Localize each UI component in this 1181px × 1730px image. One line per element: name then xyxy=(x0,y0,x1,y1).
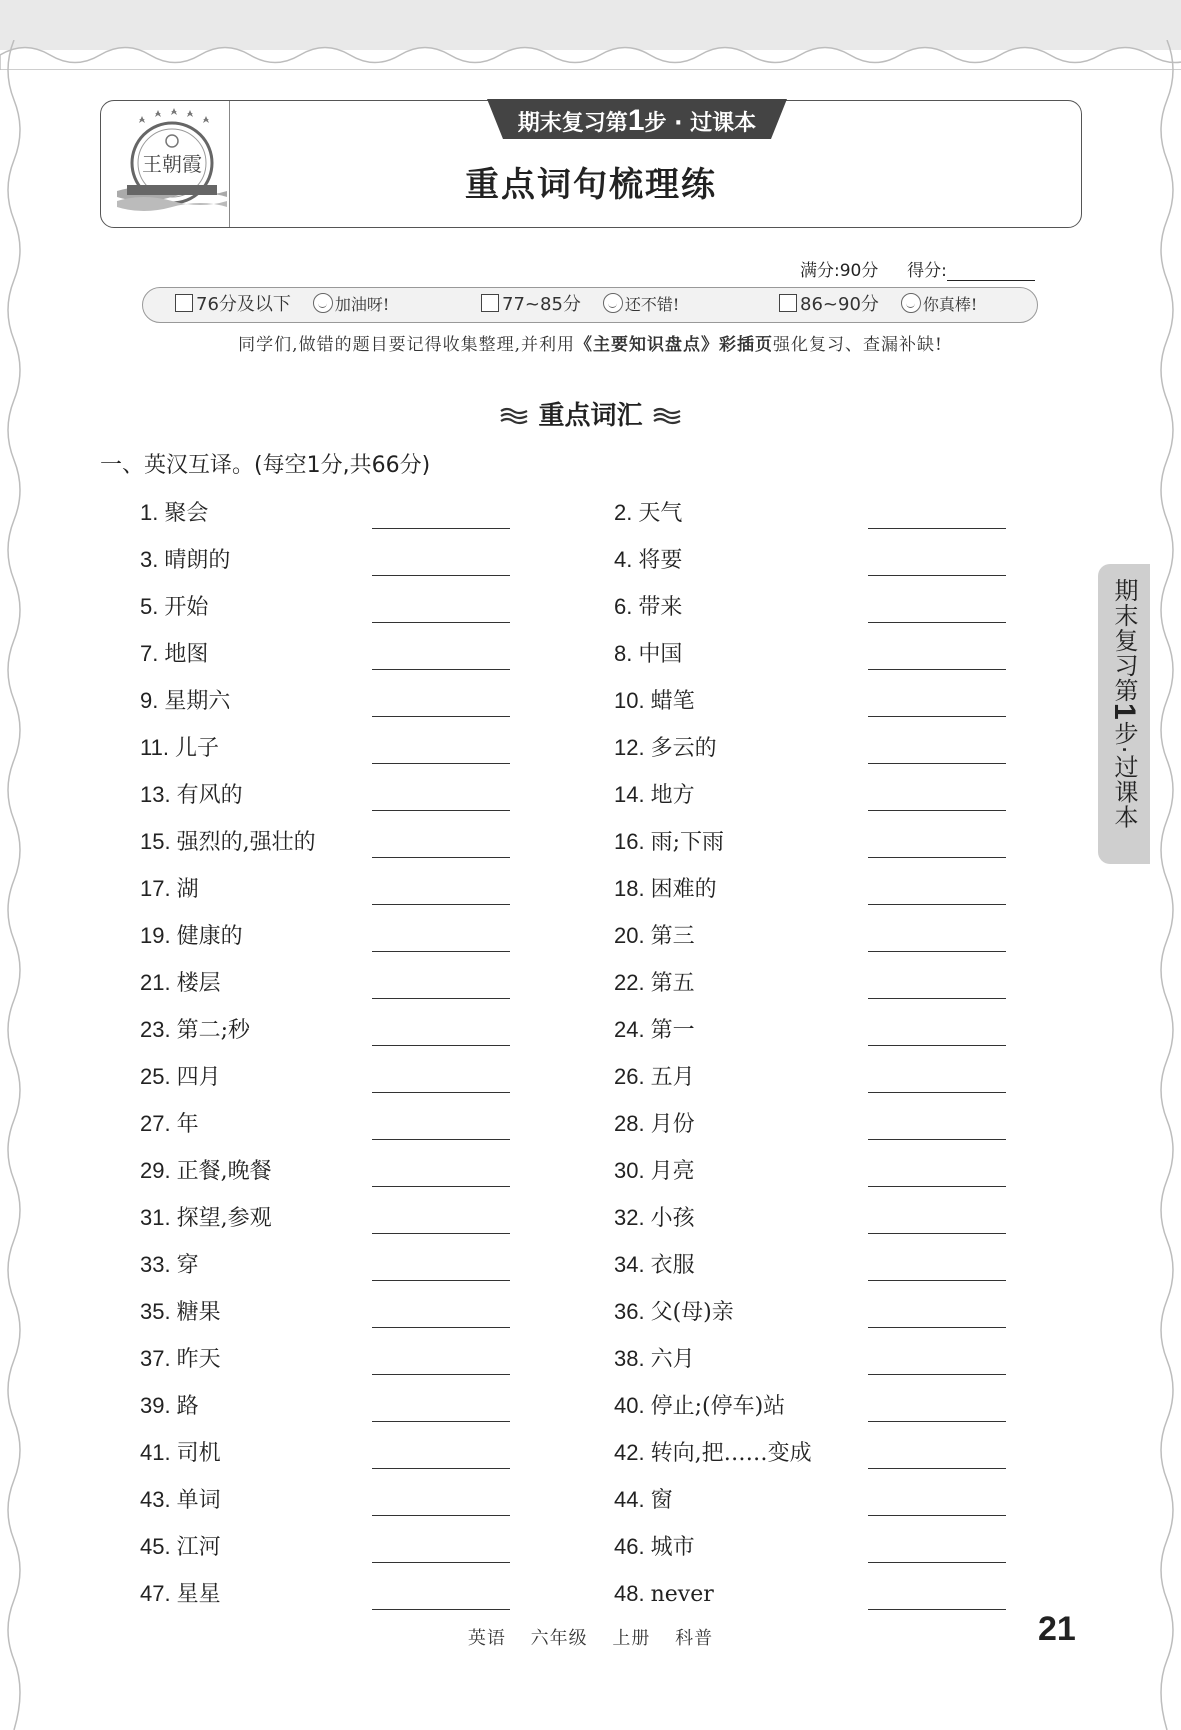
list-item xyxy=(140,921,243,951)
footer-info: 英语 六年级 上册 科普 xyxy=(467,1628,714,1649)
item-number: 33. xyxy=(140,1252,171,1277)
item-prompt: 星期六 xyxy=(164,689,231,714)
side-tab-number: 1 xyxy=(1108,703,1141,721)
item-number: 29. xyxy=(140,1158,171,1183)
answer-blank[interactable] xyxy=(372,1327,510,1328)
list-item xyxy=(614,1438,812,1468)
answer-blank[interactable] xyxy=(372,1609,510,1610)
list-item xyxy=(614,1062,695,1092)
item-prompt: 探望,参观 xyxy=(176,1206,272,1231)
item-number: 48. xyxy=(614,1581,645,1606)
item-prompt: 健康的 xyxy=(176,924,243,949)
item-number: 40. xyxy=(614,1393,645,1418)
answer-blank[interactable] xyxy=(868,1515,1006,1516)
list-item xyxy=(614,639,682,669)
answer-blank[interactable] xyxy=(868,1280,1006,1281)
list-item xyxy=(614,545,682,575)
checkbox-icon[interactable] xyxy=(481,294,499,312)
item-number: 43. xyxy=(140,1487,171,1512)
item-number: 24. xyxy=(614,1017,645,1042)
item-prompt: 将要 xyxy=(638,548,683,573)
answer-blank[interactable] xyxy=(868,528,1006,529)
rating-range: 76分及以下 xyxy=(196,294,291,315)
checkbox-icon[interactable] xyxy=(779,294,797,312)
item-number: 46. xyxy=(614,1534,645,1559)
smile-icon xyxy=(901,293,921,313)
item-prompt: 单词 xyxy=(176,1488,221,1513)
list-item xyxy=(614,1391,785,1421)
wavy-border-top xyxy=(0,30,1181,70)
item-prompt: 路 xyxy=(176,1394,199,1419)
answer-blank[interactable] xyxy=(372,810,510,811)
banner-suffix: 步 · 过课本 xyxy=(644,111,757,136)
list-item xyxy=(140,733,219,763)
item-number: 13. xyxy=(140,782,171,807)
answer-blank[interactable] xyxy=(372,1515,510,1516)
rating-range: 86~90分 xyxy=(800,294,879,315)
answer-blank[interactable] xyxy=(372,1562,510,1563)
item-number: 26. xyxy=(614,1064,645,1089)
item-number: 34. xyxy=(614,1252,645,1277)
answer-blank[interactable] xyxy=(372,1374,510,1375)
list-item xyxy=(614,1250,695,1280)
item-number: 28. xyxy=(614,1111,645,1136)
answer-blank[interactable] xyxy=(372,998,510,999)
list-item xyxy=(140,639,208,669)
item-prompt: 小孩 xyxy=(650,1206,695,1231)
answer-blank[interactable] xyxy=(868,904,1006,905)
page-number: 21 xyxy=(1038,1610,1076,1648)
banner-prefix: 期末复习第 xyxy=(517,111,628,136)
answer-blank[interactable] xyxy=(868,1233,1006,1234)
item-prompt: 转向,把……变成 xyxy=(650,1441,812,1466)
self-rating-bar xyxy=(142,287,1038,323)
page-title: 重点词句梳理练 xyxy=(465,165,717,205)
list-item xyxy=(614,1344,695,1374)
answer-blank[interactable] xyxy=(372,857,510,858)
list-item xyxy=(140,592,208,622)
item-prompt: 第五 xyxy=(650,971,695,996)
item-prompt: 六月 xyxy=(650,1347,695,1372)
side-tab-prefix: 期末复习第 xyxy=(1110,578,1138,703)
item-prompt: 糖果 xyxy=(176,1300,221,1325)
side-tab-text xyxy=(1098,578,1150,829)
smile-icon xyxy=(313,293,333,313)
item-prompt: 正餐,晚餐 xyxy=(176,1159,272,1184)
item-number: 37. xyxy=(140,1346,171,1371)
item-prompt: 湖 xyxy=(176,877,199,902)
item-number: 19. xyxy=(140,923,171,948)
rating-comment: 还不错! xyxy=(624,295,680,314)
item-prompt: never xyxy=(650,1582,714,1607)
answer-blank[interactable] xyxy=(372,1186,510,1187)
answer-blank[interactable] xyxy=(868,951,1006,952)
wave-ornament-icon xyxy=(499,406,529,426)
item-number: 41. xyxy=(140,1440,171,1465)
item-number: 27. xyxy=(140,1111,171,1136)
answer-blank[interactable] xyxy=(868,669,1006,670)
item-prompt: 困难的 xyxy=(650,877,717,902)
list-item xyxy=(140,968,221,998)
item-number: 22. xyxy=(614,970,645,995)
list-item xyxy=(140,780,243,810)
answer-blank[interactable] xyxy=(868,857,1006,858)
advice-bold: 《主要知识盘点》彩插页 xyxy=(574,335,773,355)
item-number: 32. xyxy=(614,1205,645,1230)
item-prompt: 四月 xyxy=(176,1065,221,1090)
item-number: 36. xyxy=(614,1299,645,1324)
item-number: 39. xyxy=(140,1393,171,1418)
list-item xyxy=(614,1532,695,1562)
answer-blank[interactable] xyxy=(372,1092,510,1093)
item-prompt: 停止;(停车)站 xyxy=(650,1394,786,1419)
answer-blank[interactable] xyxy=(868,1421,1006,1422)
list-item xyxy=(140,1062,221,1092)
answer-blank[interactable] xyxy=(868,1374,1006,1375)
item-prompt: 强烈的,强壮的 xyxy=(176,830,316,855)
list-item xyxy=(140,545,230,575)
item-prompt: 雨;下雨 xyxy=(650,830,725,855)
item-number: 47. xyxy=(140,1581,171,1606)
item-number: 8. xyxy=(614,641,633,666)
item-prompt: 中国 xyxy=(638,642,683,667)
item-prompt: 天气 xyxy=(638,501,683,526)
rating-comment: 你真棒! xyxy=(922,295,978,314)
answer-blank[interactable] xyxy=(868,1468,1006,1469)
answer-blank[interactable] xyxy=(868,1045,1006,1046)
list-item xyxy=(614,1297,734,1327)
list-item xyxy=(614,733,717,763)
rating-option-1[interactable] xyxy=(175,288,389,322)
item-number: 15. xyxy=(140,829,171,854)
answer-blank[interactable] xyxy=(868,622,1006,623)
list-item xyxy=(614,921,695,951)
item-prompt: 月份 xyxy=(650,1112,695,1137)
item-number: 23. xyxy=(140,1017,171,1042)
item-prompt: 窗 xyxy=(650,1488,673,1513)
list-item xyxy=(614,1485,673,1515)
list-item xyxy=(614,1203,695,1233)
item-number: 35. xyxy=(140,1299,171,1324)
item-prompt: 第一 xyxy=(650,1018,695,1043)
score-field[interactable] xyxy=(947,264,1035,281)
answer-blank[interactable] xyxy=(372,1045,510,1046)
list-item xyxy=(140,498,208,528)
answer-blank[interactable] xyxy=(868,1139,1006,1140)
question-heading: 一、英汉互译。(每空1分,共66分) xyxy=(100,453,431,478)
item-prompt: 年 xyxy=(176,1112,199,1137)
item-number: 25. xyxy=(140,1064,171,1089)
list-item xyxy=(140,1015,250,1045)
answer-blank[interactable] xyxy=(372,1233,510,1234)
item-number: 17. xyxy=(140,876,171,901)
list-item xyxy=(614,592,682,622)
item-prompt: 儿子 xyxy=(174,736,219,761)
answer-blank[interactable] xyxy=(372,622,510,623)
answer-blank[interactable] xyxy=(868,575,1006,576)
answer-blank[interactable] xyxy=(372,1139,510,1140)
side-tab-suffix: 步·过课本 xyxy=(1110,720,1138,830)
list-item xyxy=(614,1156,695,1186)
wavy-border-left xyxy=(0,40,24,1730)
item-prompt: 父(母)亲 xyxy=(650,1300,734,1325)
logo-lettering: 王朝霞 xyxy=(142,152,202,176)
answer-blank[interactable] xyxy=(868,810,1006,811)
item-number: 45. xyxy=(140,1534,171,1559)
item-number: 38. xyxy=(614,1346,645,1371)
item-number: 12. xyxy=(614,735,645,760)
list-item xyxy=(614,874,717,904)
item-number: 7. xyxy=(140,641,159,666)
item-number: 3. xyxy=(140,547,159,572)
item-number: 4. xyxy=(614,547,633,572)
answer-blank[interactable] xyxy=(372,1280,510,1281)
list-item xyxy=(140,1203,272,1233)
list-item xyxy=(614,1015,695,1045)
answer-blank[interactable] xyxy=(868,1327,1006,1328)
list-item xyxy=(140,1438,221,1468)
item-prompt: 衣服 xyxy=(650,1253,695,1278)
answer-blank[interactable] xyxy=(372,1421,510,1422)
item-prompt: 地图 xyxy=(164,642,209,667)
item-prompt: 穿 xyxy=(176,1253,199,1278)
item-number: 42. xyxy=(614,1440,645,1465)
item-prompt: 地方 xyxy=(650,783,695,808)
item-number: 2. xyxy=(614,500,633,525)
answer-blank[interactable] xyxy=(868,1092,1006,1093)
score-line xyxy=(800,256,1035,281)
item-prompt: 第三 xyxy=(650,924,695,949)
item-number: 1. xyxy=(140,500,159,525)
smile-icon xyxy=(603,293,623,313)
answer-blank[interactable] xyxy=(372,575,510,576)
wave-ornament-icon xyxy=(652,406,682,426)
item-number: 5. xyxy=(140,594,159,619)
item-prompt: 江河 xyxy=(176,1535,221,1560)
list-item xyxy=(614,968,695,998)
item-number: 31. xyxy=(140,1205,171,1230)
answer-blank[interactable] xyxy=(372,528,510,529)
item-number: 30. xyxy=(614,1158,645,1183)
advice-text-1: 同学们,做错的题目要记得收集整理,并利用 xyxy=(238,335,575,355)
item-prompt: 带来 xyxy=(638,595,683,620)
header-box xyxy=(100,100,1082,228)
answer-blank[interactable] xyxy=(868,716,1006,717)
item-prompt: 聚会 xyxy=(164,501,209,526)
list-item xyxy=(140,874,199,904)
list-item xyxy=(614,1579,714,1609)
item-prompt: 第二;秒 xyxy=(176,1018,251,1043)
item-number: 18. xyxy=(614,876,645,901)
answer-blank[interactable] xyxy=(372,1468,510,1469)
side-tab xyxy=(1098,564,1150,864)
rating-comment: 加油呀! xyxy=(334,295,390,314)
answer-blank[interactable] xyxy=(868,1186,1006,1187)
score-label: 得分: xyxy=(907,261,947,281)
answer-blank[interactable] xyxy=(372,951,510,952)
study-advice xyxy=(0,330,1181,355)
item-number: 10. xyxy=(614,688,645,713)
item-prompt: 星星 xyxy=(176,1582,221,1607)
rating-option-3[interactable] xyxy=(779,288,977,322)
answer-blank[interactable] xyxy=(868,1562,1006,1563)
list-item xyxy=(140,1579,221,1609)
answer-blank[interactable] xyxy=(372,669,510,670)
rating-range: 77~85分 xyxy=(502,294,581,315)
list-item xyxy=(614,498,682,528)
item-number: 6. xyxy=(614,594,633,619)
item-prompt: 开始 xyxy=(164,595,209,620)
item-number: 16. xyxy=(614,829,645,854)
banner-number: 1 xyxy=(627,104,645,137)
list-item xyxy=(614,686,695,716)
item-prompt: 有风的 xyxy=(176,783,243,808)
item-prompt: 晴朗的 xyxy=(164,548,231,573)
full-score-label: 满分:90分 xyxy=(800,261,879,281)
answer-blank[interactable] xyxy=(372,763,510,764)
list-item xyxy=(614,780,695,810)
answer-blank[interactable] xyxy=(868,1609,1006,1610)
list-item xyxy=(140,1109,199,1139)
rating-option-2[interactable] xyxy=(481,288,679,322)
item-prompt: 五月 xyxy=(650,1065,695,1090)
list-item xyxy=(140,1391,199,1421)
wavy-border-right xyxy=(1157,40,1181,1730)
list-item xyxy=(140,1250,199,1280)
item-number: 21. xyxy=(140,970,171,995)
answer-blank[interactable] xyxy=(372,904,510,905)
item-prompt: 蜡笔 xyxy=(650,689,695,714)
item-number: 9. xyxy=(140,688,159,713)
item-number: 44. xyxy=(614,1487,645,1512)
item-prompt: 月亮 xyxy=(650,1159,695,1184)
section-heading-text: 重点词汇 xyxy=(538,401,643,431)
list-item xyxy=(140,1297,221,1327)
checkbox-icon[interactable] xyxy=(175,294,193,312)
item-number: 20. xyxy=(614,923,645,948)
item-prompt: 多云的 xyxy=(650,736,717,761)
item-prompt: 昨天 xyxy=(176,1347,221,1372)
item-number: 14. xyxy=(614,782,645,807)
answer-blank[interactable] xyxy=(868,998,1006,999)
item-prompt: 城市 xyxy=(650,1535,695,1560)
section-heading xyxy=(0,395,1181,432)
list-item xyxy=(140,1532,221,1562)
list-item xyxy=(614,1109,695,1139)
answer-blank[interactable] xyxy=(372,716,510,717)
list-item xyxy=(140,686,230,716)
item-prompt: 楼层 xyxy=(176,971,221,996)
list-item xyxy=(140,1344,221,1374)
stage-banner-text xyxy=(487,101,787,141)
list-item xyxy=(140,827,316,857)
list-item xyxy=(140,1485,221,1515)
answer-blank[interactable] xyxy=(868,763,1006,764)
list-item xyxy=(140,1156,272,1186)
item-number: 11. xyxy=(140,735,169,760)
advice-text-2: 强化复习、查漏补缺! xyxy=(772,335,943,355)
list-item xyxy=(614,827,724,857)
item-prompt: 司机 xyxy=(176,1441,221,1466)
